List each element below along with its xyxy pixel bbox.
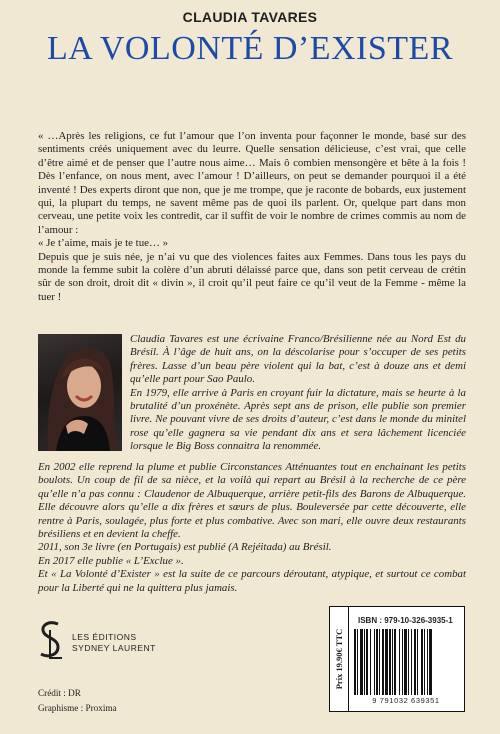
- barcode-bar: [404, 629, 407, 695]
- barcode-bar: [376, 629, 378, 695]
- excerpt-quote: [38, 130, 466, 304]
- barcode-bar: [357, 629, 358, 695]
- design-credit: Graphisme : Proxima: [38, 703, 117, 713]
- bio-paragraph: Claudia Tavares est une écrivaine Franco/Brésilienne née au Nord Est du Brésil. À l’âge de huit ans, on la déscolarise pour s’occuper de ses petits frères. Lasse d’un beau père violent qui la bat, c’est à douze ans et demi qu’elle part pour Sao Paulo.: [130, 333, 466, 386]
- barcode-bar: [392, 629, 393, 695]
- barcode-bar: [402, 629, 403, 695]
- barcode-bar: [417, 629, 418, 695]
- barcode-bar: [414, 629, 416, 695]
- barcode-bar: [379, 629, 380, 695]
- isbn-text: ISBN : 979-10-326-3935-1: [358, 616, 453, 625]
- barcode-bar: [408, 629, 409, 695]
- author-name: CLAUDIA TAVARES: [182, 9, 318, 25]
- barcode-bar: [382, 629, 384, 695]
- barcode-bar: [389, 629, 391, 695]
- price-label: [330, 607, 349, 711]
- barcode-bar: [354, 629, 356, 695]
- ean-number: 9 791032 639351: [372, 696, 440, 705]
- barcode-bar: [374, 629, 375, 695]
- bio-paragraph: En 1979, elle arrive à Paris en croyant fuir la dictature, mais se heurte à la brutalité d’un proxénète. Après sept ans de prison, elle publie son premier livre. Ne pouvant vivre de ses droits d’auteur, c’est dans le monde du minitel rose qu’elle gagnera sa vie pendant dix ans et sera lâchement licenciée lorsque le Big Boss connaitra la renommée.: [130, 386, 466, 453]
- barcode-bar: [366, 629, 368, 695]
- bio-continued: [38, 461, 466, 595]
- author-photo: [38, 334, 122, 451]
- barcode-bar: [394, 629, 396, 695]
- price-text: Prix 19.90€ TTC: [334, 628, 344, 690]
- bio-paragraph: 2011, son 3e livre (en Portugais) est publié (A Rejéitada) au Brésil.: [38, 541, 332, 554]
- bio-paragraph: Et « La Volonté d’Exister » est la suite de ce parcours déroutant, atypique, et surtout ce combat pour la Liberté qui ne la quittera plus jamais.: [38, 568, 466, 594]
- barcode-bar: [411, 629, 412, 695]
- excerpt-paragraph: « …Après les religions, ce fut l’amour que l’on inventa pour façonner le monde, basé sur des sentiments créés uniquement avec du leurre. Quelle sensation délicieuse, c’est vrai, que celle d’être aimé et de penser que l’autre nous aime… Mais ô combien mensongère et bête à la fois ! Dès l’enfance, on nous ment, avec l’amour ! D’ailleurs, on peut se demander pourquoi il a été inventé ! Des experts diront que non, que je me trompe, que je raconte de bobards, eux justement qui, la plupart du temps, ne savent même pas de quoi ils parlent. Or, quelque part dans mon cerveau, une petite voix les contredit, car il suffit de voir le nombre de crimes commis au nom de l’amour :: [38, 130, 466, 236]
- publisher-line: SYDNEY LAURENT: [72, 643, 156, 653]
- credits: [38, 686, 117, 716]
- bio-intro: [130, 333, 466, 454]
- bio-paragraph: En 2002 elle reprend la plume et publie Circonstances Atténuantes tout en enchainant les petits boulots. Un coup de fil de sa nièce, et la voilà qui repart au Brésil à la recherche de ce père qu’elle n’a pas connu : Claudenor de Albuquerque, arrière petit-fils des Barons de Albuquerque. Elle découvre alors qu’elle a dix frères et sœurs de plus. Bouleversée par cette découverte, elle rentre à Paris, soulagée, plus forte et plus combative. Avec son mari, elle ouvre deux restaurants brésiliens et en devient la cheffe.: [38, 461, 466, 541]
- bio-paragraph: En 2017 elle publie « L’Exclue ».: [38, 554, 184, 567]
- excerpt-paragraph: Depuis que je suis née, je n’ai vu que des violences faites aux Femmes. Dans tous les pays du monde la femme subit la colère d’un abruti délaissé parce que, dans son petit cerveau de crétin sûr de son droit, droit dit « divin », il croit qu’il peut faire ce qu’il veut de la Femme - même la tuer !: [38, 250, 466, 303]
- barcode-bar: [364, 629, 365, 695]
- barcode-bar: [429, 629, 432, 695]
- publisher-name: [72, 632, 156, 654]
- barcode-bar: [360, 629, 363, 695]
- barcode-bar: [399, 629, 400, 695]
- excerpt-paragraph: « Je t’aime, mais je te tue… »: [38, 237, 169, 250]
- publisher-line: LES ÉDITIONS: [72, 632, 137, 642]
- book-title: LA VOLONTÉ D’EXISTER: [47, 30, 453, 67]
- barcode-bar: [385, 629, 388, 695]
- barcode-bar: [370, 629, 371, 695]
- barcode-bars: [352, 629, 460, 695]
- photo-credit: Crédit : DR: [38, 688, 81, 698]
- barcode-block: [329, 606, 465, 712]
- barcode-bar: [424, 629, 425, 695]
- barcode-bar: [421, 629, 423, 695]
- barcode-bar: [427, 629, 428, 695]
- publisher-logo: [38, 620, 64, 660]
